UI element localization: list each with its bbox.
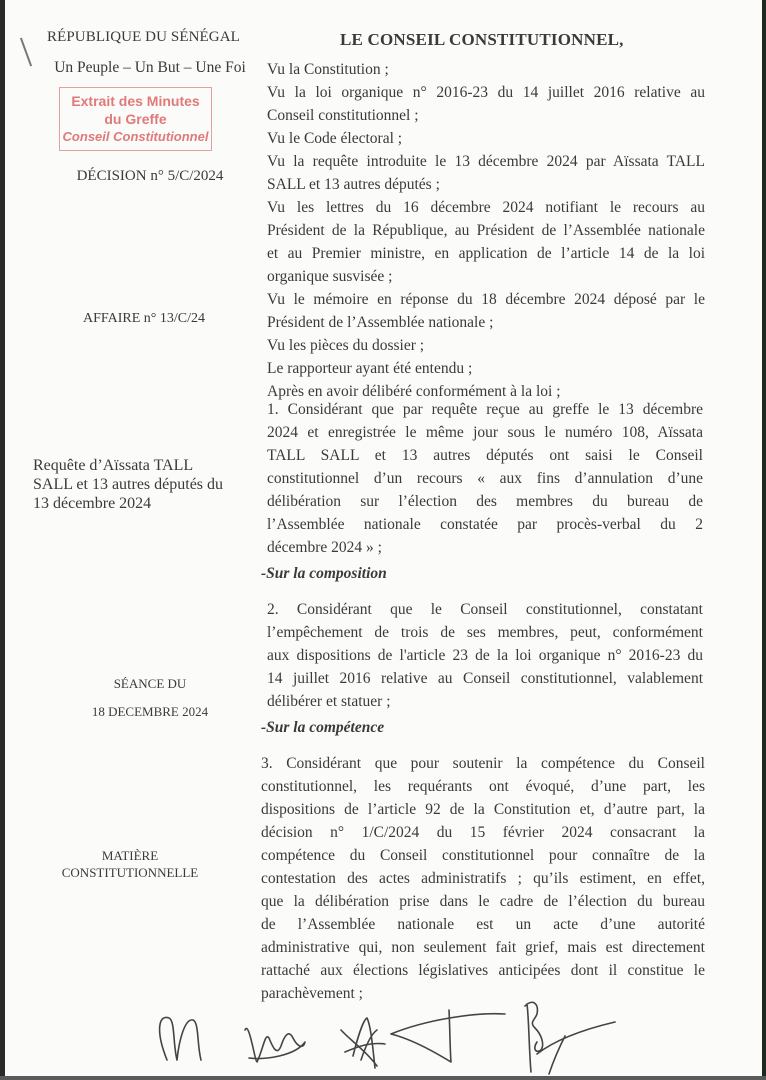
paragraph-3-line: compétence du Conseil constitutionnel pour connaître de la <box>261 847 705 864</box>
paragraph-2-line: 14 juillet 2016 relative au Conseil constitutionnel, valablement <box>267 670 703 687</box>
paragraph-3-line: que la délibération prise dans le cadre de l’élection du bureau <box>261 893 705 910</box>
paragraph-3-line: 3. Considérant que pour soutenir la compétence du Conseil <box>261 755 705 772</box>
signatures-row <box>145 990 625 1075</box>
visa-line: Président de la République, au Président de l’Assemblée nationale <box>267 222 705 239</box>
paragraph-1-line: délibération sur l’élection des membres du bureau de <box>267 493 703 510</box>
visa-line: Après en avoir délibéré conformément à la loi ; <box>267 383 561 400</box>
visa-item <box>267 196 705 288</box>
signature-1 <box>160 1017 201 1060</box>
paragraph-2-line: 2. Considérant que le Conseil constitutionnel, constatant <box>267 601 703 618</box>
visa-line: Le rapporteur ayant été entendu ; <box>267 360 473 377</box>
document-title: LE CONSEIL CONSTITUTIONNEL, <box>340 30 624 49</box>
visa-line: Vu le mémoire en réponse du 18 décembre 2024 déposé par le <box>267 291 705 308</box>
subject-matter-line-1: MATIÈRE <box>101 848 159 863</box>
paragraph-1-line: 2024 et enregistrée le même jour sous le numéro 108, Aïssata <box>267 424 703 441</box>
request-summary: Requête d’Aïssata TALL SALL et 13 autres députés du 13 décembre 2024 <box>33 457 224 512</box>
section-heading-composition: -Sur la composition <box>261 565 387 582</box>
signature-4 <box>391 1010 505 1062</box>
page-edge-right <box>762 0 766 1080</box>
visa-line: Vu la Constitution ; <box>267 61 389 78</box>
paragraph-1-line: TALL SALL et 13 autres députés ont saisi le Conseil <box>267 447 703 464</box>
document-page <box>5 0 762 1076</box>
visa-line: et au Premier ministre, en application de l’article 14 de la loi <box>267 245 705 262</box>
visa-item <box>267 127 705 150</box>
visa-line: organique susvisée ; <box>267 268 393 285</box>
stamp-line-2: du Greffe <box>104 111 167 127</box>
signature-3 <box>341 1018 385 1068</box>
paragraph-3-line: rattaché aux élections législatives anticipées dont il constitue le <box>261 962 705 979</box>
session-date: 18 DECEMBRE 2024 <box>91 704 209 719</box>
paragraph-1 <box>267 398 703 559</box>
visa-item <box>267 357 705 380</box>
visa-line: Président de l’Assemblée nationale ; <box>267 314 494 331</box>
paragraph-3 <box>261 752 705 1005</box>
paragraph-3-line: décision n° 1/C/2024 du 15 février 2024 consacrant la <box>261 824 705 841</box>
visa-line: Vu les pièces du dossier ; <box>267 337 425 354</box>
section-heading-competence: -Sur la compétence <box>261 719 385 736</box>
country-name: RÉPUBLIQUE DU SÉNÉGAL <box>47 29 240 45</box>
visa-item <box>267 334 705 357</box>
paragraph-1-line: 1. Considérant que par requête reçue au greffe le 13 décembre <box>267 401 703 418</box>
paragraph-3-line: constitutionnel, les requérants ont évoqué, d’une part, les <box>261 778 705 795</box>
visa-item <box>267 150 705 196</box>
signature-2 <box>245 1028 305 1062</box>
subject-matter-line-2: CONSTITUTIONNELLE <box>61 865 199 880</box>
visa-line: Vu les lettres du 16 décembre 2024 notifiant le recours au <box>267 199 705 216</box>
page-edge-bottom <box>0 1076 766 1080</box>
visa-item <box>267 81 705 127</box>
paragraph-3-line: de l’Assemblée nationale est un acte d’une autorité <box>261 916 705 933</box>
paragraph-2-line: délibérer et statuer ; <box>267 693 391 710</box>
visa-item <box>267 58 705 81</box>
visa-line: Conseil constitutionnel ; <box>267 107 419 124</box>
paragraph-1-line: décembre 2024 » ; <box>267 539 382 556</box>
paragraph-3-line: dispositions de l’article 92 de la Constitution et, d’autre part, la <box>261 801 705 818</box>
visa-line: Vu la requête introduite le 13 décembre 2024 par Aïssata TALL <box>267 153 705 170</box>
stamp-line-3: Conseil Constitutionnel <box>62 129 209 144</box>
paragraph-1-line: constitutionnel d’un recours « aux fins d’annulation d’une <box>267 470 703 487</box>
stamp-line-1: Extrait des Minutes <box>71 93 200 109</box>
visas-list <box>267 58 705 403</box>
national-motto: Un Peuple – Un But – Une Foi <box>54 59 246 76</box>
signature-5 <box>525 1002 615 1074</box>
paragraph-3-line: parachèvement ; <box>261 985 363 1002</box>
paragraph-3-line: administrative qui, non seulement fait grief, mais est directement <box>261 939 705 956</box>
registry-stamp <box>59 87 212 151</box>
visa-line: Vu la loi organique n° 2016-23 du 14 juillet 2016 relative au <box>267 84 705 101</box>
paragraph-2-line: l’empêchement de trois de ses membres, peut, conformément <box>267 624 703 641</box>
visa-item <box>267 288 705 334</box>
case-number: AFFAIRE n° 13/C/24 <box>82 311 206 326</box>
paragraph-2 <box>267 598 703 713</box>
visa-line: Vu le Code électoral ; <box>267 130 403 147</box>
decision-number: DÉCISION n° 5/C/2024 <box>76 168 224 184</box>
session-label: SÉANCE DU <box>113 676 187 691</box>
paragraph-2-line: aux dispositions de l'article 23 de la loi organique n° 2016-23 du <box>267 647 703 664</box>
paragraph-3-line: contestation des actes administratifs ; qu’ils estiment, en effet, <box>261 870 705 887</box>
paragraph-1-line: l’Assemblée nationale constatée par procès-verbal du 2 <box>267 516 703 533</box>
subject-matter <box>5 847 255 881</box>
visa-line: SALL et 13 autres députés ; <box>267 176 440 193</box>
